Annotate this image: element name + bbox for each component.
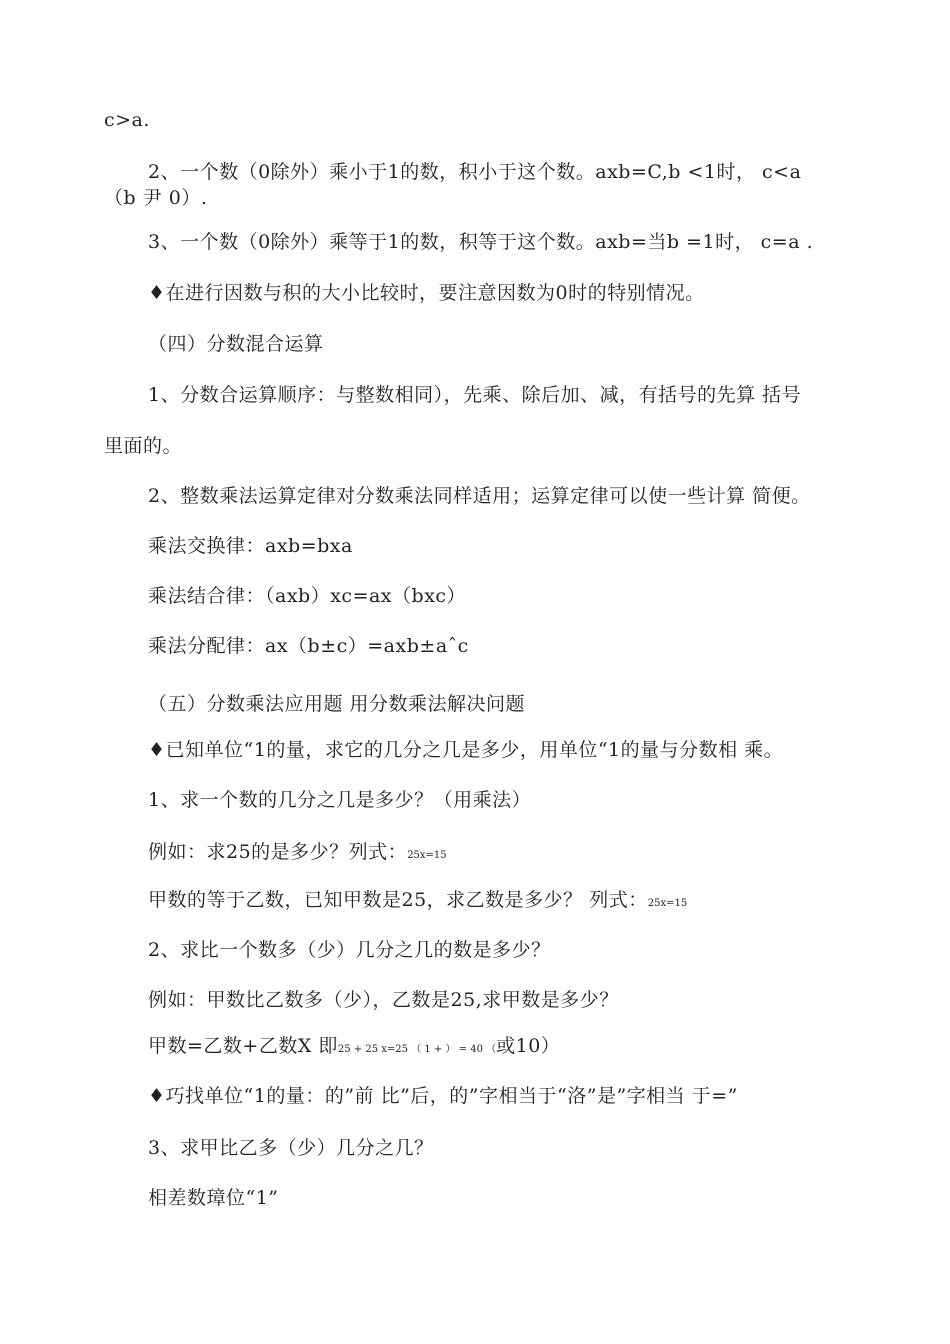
example-text: 甲数的等于乙数，已知甲数是25，求乙数是多少？ 列式： [148,889,648,911]
section-heading: （四）分数混合运算 [148,333,324,355]
text-line: 相差数璋位“1” [148,1187,279,1209]
text-line: （b 尹 0）. [104,187,208,209]
text-line: 2、求比一个数多（少）几分之几的数是多少？ [148,939,551,961]
formula-small: 25x=15 [407,850,447,861]
section-heading: （五）分数乘法应用题 用分数乘法解决问题 [148,693,526,715]
example-line [148,888,687,916]
text-line: 3、一个数（0除外）乘等于1的数，积等于这个数。axb=当b =1时， c=a . [148,231,814,253]
text-line: c>a. [104,109,150,131]
text-line: 3、求甲比乙多（少）几分之几？ [148,1137,434,1159]
formula-line: 乘法结合律：（axb）xc=ax（bxc） [148,585,467,607]
example-text: 甲数=乙数+乙数X 即 [148,1035,338,1057]
text-line: 里面的。 [104,435,183,457]
example-line [148,840,447,868]
text-line: ♦已知单位“1的量，求它的几分之几是多少，用单位“1的量与分数相 乘。 [148,739,784,761]
formula-small: 25x=15 [647,898,688,909]
formula-line: 乘法交换律：axb=bxa [148,535,353,557]
text-line: 2、一个数（0除外）乘小于1的数，积小于这个数。axb=C,b <1时， c<a [148,161,802,183]
formula-line: 乘法分配律：ax（b±c）=axb±aˆc [148,635,469,657]
example-text: 例如：求25的是多少？列式： [148,841,408,863]
example-line [148,1034,560,1062]
text-line: 1、求一个数的几分之几是多少？（用乘法） [148,789,532,811]
text-line: 1、分数合运算顺序：与整数相同），先乘、除后加、减，有括号的先算 括号 [148,384,802,406]
text-line: 2、整数乘法运算定律对分数乘法同样适用；运算定律可以使一些计算 简便。 [148,485,811,507]
formula-small: 25 + 25 x=25 （ 1 + ） = 40 （ [337,1044,497,1055]
text-line: ♦巧找单位“1的量：的”前 比”后，的”字相当于“洛”是”字相当 于=” [148,1085,738,1107]
text-line: ♦在进行因数与积的大小比较时，要注意因数为0时的特别情况。 [148,282,705,304]
text-line: 例如：甲数比乙数多（少），乙数是25,求甲数是多少？ [148,989,619,1011]
example-tail: 或10） [496,1035,561,1057]
